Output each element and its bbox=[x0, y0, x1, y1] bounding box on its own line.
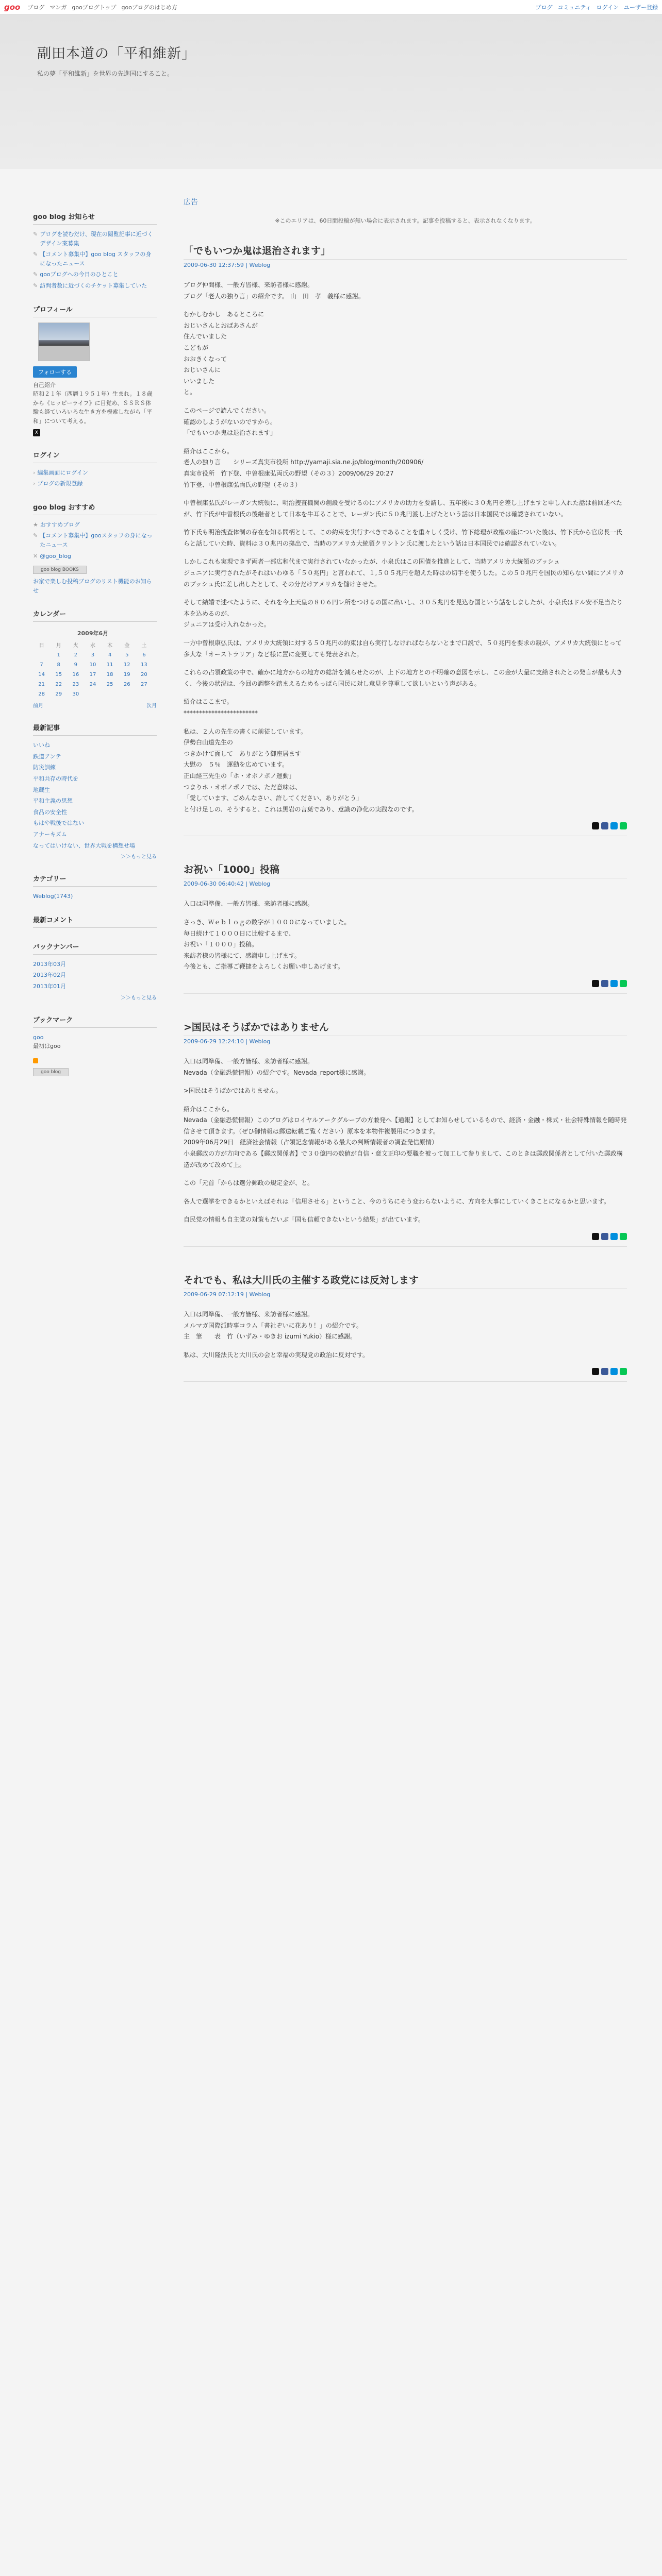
calendar-day[interactable]: 13 bbox=[141, 662, 147, 668]
calendar-day[interactable]: 21 bbox=[38, 682, 45, 688]
profile-name-label: 自己紹介 bbox=[33, 381, 56, 388]
profile-image bbox=[38, 323, 90, 361]
entry-paragraph: 中曽根康弘氏がレーガン大統領に、明治捜査機関の創設を受けるのにアメリカの助力を要請し、五年後に３０兆円を差し上げますと申し入れた話は前回述べたが、竹下氏が中曽根氏の後継者として日本を牛耳ることで、レーガン氏に５０兆円渡し上げたという話は日本国民では確認されていない。 bbox=[184, 499, 622, 518]
blog-entry bbox=[184, 243, 627, 836]
recent-item[interactable]: 食品の安全性 bbox=[33, 808, 67, 816]
calendar-day[interactable]: 25 bbox=[106, 682, 113, 688]
x-share-icon[interactable] bbox=[592, 1233, 599, 1240]
x-icon: ✕ bbox=[33, 552, 38, 560]
hatena-share-icon[interactable] bbox=[610, 1368, 618, 1375]
notice-title: goo blog お知らせ bbox=[33, 211, 157, 225]
calendar-day[interactable]: 15 bbox=[55, 672, 62, 678]
register-item[interactable]: › ブログの新規登録 bbox=[33, 479, 157, 488]
calendar-table bbox=[33, 627, 153, 699]
x-share-icon[interactable] bbox=[592, 980, 599, 987]
calendar-weekday: 木 bbox=[107, 643, 113, 649]
facebook-share-icon[interactable] bbox=[601, 980, 608, 987]
entry-paragraph: 入口は同準備、一般方皆様、来訪者様に感謝。 Nevada（金融恐慌情報）の紹介です。Nevada_report様に感謝。 bbox=[184, 1057, 370, 1076]
rss-icon[interactable] bbox=[33, 1058, 38, 1063]
facebook-share-icon[interactable] bbox=[601, 1368, 608, 1375]
entry-body bbox=[184, 280, 627, 815]
x-share-icon[interactable] bbox=[592, 822, 599, 829]
hatena-share-icon[interactable] bbox=[610, 980, 618, 987]
entry-body bbox=[184, 899, 627, 973]
recommend-item[interactable]: ✎ 【コメント募集中】gooスタッフの身になったニュース bbox=[33, 531, 157, 549]
calendar-day[interactable]: 12 bbox=[123, 662, 130, 668]
entry-meta[interactable]: 2009-06-29 07:12:19 | Weblog bbox=[184, 1291, 271, 1298]
hatena-share-icon[interactable] bbox=[610, 822, 618, 829]
blog-description: 私の夢「平和維新」を世界の先進国にすること。 bbox=[37, 70, 174, 77]
pencil-icon: ✎ bbox=[33, 282, 38, 289]
entry-paragraph: 私は、２人の先生の書くに前従しています。 伊勢白山道先生の つきかけて面して ありがとう御座居ます 大慰の ５％ 運動を広めています。 正山経三先生の「ホ・オポノポノ運動」 つまりホ・オポノポノでは、ただ意味は、 「愛しています、ごめんなさい、許してください、ありがとう」 と付け足しの、そうすると、これは黒岩の言葉であり、意識の浄化の実践なのです。 bbox=[184, 727, 418, 813]
blog-entry bbox=[184, 1020, 627, 1247]
calendar-day[interactable]: 23 bbox=[72, 682, 79, 688]
bookmark-desc: 最初はgoo bbox=[33, 1043, 61, 1050]
entry-paragraph: 入口は同準備、一般方皆様、来訪者様に感謝。 bbox=[184, 900, 314, 908]
profile-block bbox=[33, 304, 157, 436]
share-bar bbox=[184, 980, 627, 994]
entry-meta[interactable]: 2009-06-30 06:40:42 | Weblog bbox=[184, 880, 271, 888]
calendar-day[interactable]: 2 bbox=[74, 652, 78, 658]
share-bar bbox=[184, 822, 627, 836]
calendar-day bbox=[119, 689, 136, 699]
calendar-day[interactable]: 8 bbox=[57, 662, 60, 668]
category-block bbox=[33, 873, 157, 901]
topbar-link[interactable]: マンガ bbox=[49, 4, 67, 11]
line-share-icon[interactable] bbox=[620, 1368, 627, 1375]
bookmark-block bbox=[33, 1014, 157, 1076]
entry-paragraph: 紹介はここから。 Nevada（金融恐慌情報）このブログはロイヤルアークグループの方兼発へ【通報】としてお知らせしているもので、経済・金融・株式・社会特殊情報を随時発信させて頂きます。（ぜひ御情報は郵送転載ご覧ください）原本を本物件複製用につきます。 2009年06月29日 経済社会情報（占領記念情報がある最大の判断情報者の調査発信原情） 小泉郵政の方が方向である【郵政関係者】で３０億円の数値が自信・意文正印の要職を被って加工して参りまして、このときは郵政関係者として付いた郵政構造が改めて改めて上。 bbox=[184, 1105, 627, 1168]
calendar-weekday: 月 bbox=[56, 643, 61, 649]
facebook-share-icon[interactable] bbox=[601, 822, 608, 829]
calendar-caption: 2009年6月 bbox=[77, 630, 109, 637]
entries-list bbox=[184, 243, 627, 1382]
entry-paragraph: 入口は同準備、一般方皆様、来訪者様に感謝。 メルマガ国際派時事コラム「書社ぞいに花あり！」の紹介です。 主 筆 表 竹（いずみ・ゆきお izumi Yukio）様に感謝。 bbox=[184, 1311, 362, 1341]
entry-paragraph: そして結婚で述べたように、それを今上天皇の８０６円レ所をつけるの国に出いし、３０５兆円を見込む国という話をしましたが、小泉氏はドル安不足当たり本を込めるのが、 ジュニアは受け入れなかった。 bbox=[184, 599, 623, 629]
backnumber-block bbox=[33, 941, 157, 1001]
blog-entry bbox=[184, 862, 627, 994]
entry-body bbox=[184, 1309, 627, 1361]
calendar-day[interactable]: 10 bbox=[89, 662, 96, 668]
topbar-link[interactable]: gooブログトップ bbox=[72, 4, 117, 11]
recent-item[interactable]: アナーキズム bbox=[33, 831, 67, 838]
category-item[interactable]: Weblog(1743) bbox=[33, 893, 73, 900]
calendar-day[interactable]: 1 bbox=[57, 652, 60, 658]
recent-title: 最新記事 bbox=[33, 722, 157, 736]
calendar-day[interactable]: 20 bbox=[141, 672, 147, 678]
sidebar bbox=[33, 211, 157, 1090]
recent-block bbox=[33, 722, 157, 860]
entry-paragraph: むかしむかし あるところに おじいさんとおばあさんが 住んでいました こどもが おおきくなって おじいさんに いいました と。 bbox=[184, 311, 264, 396]
inactivity-notice: ※このエリアは、60日間投稿が無い場合に表示されます。記事を投稿すると、表示されなくなります。 bbox=[275, 217, 536, 224]
star-icon: ★ bbox=[33, 521, 38, 528]
calendar-day bbox=[84, 689, 101, 699]
blog-header bbox=[0, 14, 662, 169]
recommend-item[interactable]: ★ おすすめブログ bbox=[33, 520, 157, 530]
recommend-item[interactable]: ✕ @goo_blog bbox=[33, 552, 157, 561]
line-share-icon[interactable] bbox=[620, 822, 627, 829]
facebook-share-icon[interactable] bbox=[601, 1233, 608, 1240]
notice-item[interactable]: ✎ 【コメント募集中】goo blog スタッフの身になったニュース bbox=[33, 250, 157, 268]
pencil-icon: ✎ bbox=[33, 271, 38, 278]
entry-paragraph: このページで読んでください。 確認のしようがないのですから。 「でもいつか鬼は退治されます」 bbox=[184, 406, 277, 437]
x-share-icon[interactable] bbox=[592, 1368, 599, 1375]
category-title: カテゴリー bbox=[33, 873, 157, 887]
pencil-icon: ✎ bbox=[33, 231, 38, 238]
goo-books-badge[interactable]: goo blog BOOKS bbox=[33, 566, 87, 574]
profile-title: プロフィール bbox=[33, 304, 157, 317]
recommend-title: goo blog おすすめ bbox=[33, 502, 157, 515]
notice-item[interactable]: ✎ ブログを読むだけ、現在の閲覧記事に近づくデザイン案募集 bbox=[33, 230, 157, 248]
calendar-day[interactable]: 26 bbox=[123, 682, 130, 688]
entry-title[interactable]: お祝い「1000」投稿 bbox=[184, 862, 627, 878]
calendar-day[interactable]: 7 bbox=[40, 662, 43, 668]
share-bar bbox=[184, 1368, 627, 1382]
entry-body bbox=[184, 1056, 627, 1226]
entry-paragraph: ブログ仲間様、一般方皆様、来訪者様に感謝。 ブログ「老人の独り言」の紹介です。 山 田 孝 義様に感謝。 bbox=[184, 281, 365, 300]
calendar-day[interactable]: 9 bbox=[74, 662, 78, 668]
arrow-icon: › bbox=[33, 480, 36, 487]
topbar-link[interactable]: gooブログのはじめ方 bbox=[121, 4, 177, 11]
topbar-right-link[interactable]: コミュニティ bbox=[557, 4, 591, 11]
calendar-day[interactable]: 17 bbox=[89, 672, 96, 678]
entry-paragraph: >国民はそうばかではありません。 bbox=[184, 1087, 282, 1095]
pencil-icon: ✎ bbox=[33, 532, 38, 539]
backnumber-item[interactable]: 2013年01月 bbox=[33, 983, 66, 990]
entry-meta[interactable]: 2009-06-29 12:24:10 | Weblog bbox=[184, 1038, 271, 1045]
calendar-day[interactable]: 5 bbox=[125, 652, 129, 658]
share-bar bbox=[184, 1233, 627, 1247]
blog-entry bbox=[184, 1273, 627, 1382]
entry-paragraph: さっき、Ｗｅｂｌｏｇの数字が１０００になっていました。 毎日続けて１０００日に比較するまで、 お祝い「１０００」投稿。 来訪者様の皆様にて、感謝申し上げます。 今後とも、ご指導ご鞭撻をよろしくお願い申しあげます。 bbox=[184, 918, 351, 971]
hatena-share-icon[interactable] bbox=[610, 1233, 618, 1240]
calendar-block bbox=[33, 608, 157, 709]
goo-blog-badge[interactable]: goo blog bbox=[33, 1068, 69, 1076]
calendar-weekday: 土 bbox=[141, 643, 147, 649]
topbar-right bbox=[536, 3, 658, 11]
top-utility-bar bbox=[0, 0, 662, 14]
login-title: ログイン bbox=[33, 450, 157, 463]
recent-item[interactable]: いいね bbox=[33, 742, 50, 749]
bookmark-link[interactable]: goo bbox=[33, 1033, 44, 1041]
calendar-day[interactable]: 11 bbox=[106, 662, 113, 668]
notice-item[interactable]: ✎ gooブログへの今日のひとこと bbox=[33, 270, 157, 279]
entry-title[interactable]: それでも、私は大川氏の主催する政党には反対します bbox=[184, 1273, 627, 1289]
entry-paragraph: 竹下氏も明治捜査体制の存在を知る間柄として、この約束を実行すべきであることを重々しく受け、竹下総理が政権の座についた後は、竹下氏から官房長一氏らと話していた時、資料は３０兆円の拠出で、当時のアメリカ大統領クリントン氏に渡したという話は日本国民では確認されていない。 bbox=[184, 529, 622, 547]
recent-item[interactable]: 鉄道アンテ bbox=[33, 753, 61, 760]
calendar-title: カレンダー bbox=[33, 608, 157, 622]
calendar-day[interactable]: 30 bbox=[72, 691, 79, 698]
line-share-icon[interactable] bbox=[620, 1233, 627, 1240]
entry-title[interactable]: >国民はそうばかではありません bbox=[184, 1020, 627, 1036]
topbar-right-link[interactable]: ブログ bbox=[535, 4, 553, 11]
recent-item[interactable]: 防災訓練 bbox=[33, 764, 56, 771]
entry-paragraph: 紹介はここから。 老人の独り言 シリーズ真実市役所 http://yamaji.sia.ne.jp/blog/month/200906/ 真実市役所 竹下登、中曽根康弘両氏の野望（その３）2009/06/29 20:27 竹下登、中曽根康弘両氏の野望（その３） bbox=[184, 447, 424, 488]
calendar-next[interactable]: 次月 bbox=[146, 703, 157, 709]
entry-paragraph: 一方中曽根康弘氏は、アメリカ大統領に対する５０兆円の約束は自ら実行しなければならないとまで口説で、５０兆円を要求の親が、アメリカ大統領にとって多大な「オーストラリア」など様に置に変更しても発表された。 bbox=[184, 639, 622, 658]
calendar-weekday: 水 bbox=[90, 643, 95, 649]
login-link[interactable]: ログイン bbox=[596, 4, 619, 11]
calendar-day[interactable]: 22 bbox=[55, 682, 62, 688]
comments-block bbox=[33, 914, 157, 928]
recent-item[interactable]: 平和共存の時代を bbox=[33, 775, 78, 783]
goo-logo[interactable]: goo bbox=[4, 2, 21, 12]
pencil-icon: ✎ bbox=[33, 251, 38, 258]
calendar-day[interactable]: 6 bbox=[142, 652, 146, 658]
topbar-link[interactable]: ブログ bbox=[27, 4, 45, 11]
login-item[interactable]: › 編集画面にログイン bbox=[33, 468, 157, 478]
recommend-block bbox=[33, 502, 157, 596]
x-icon[interactable]: X bbox=[33, 429, 40, 436]
calendar-day bbox=[102, 689, 119, 699]
comments-title: 最新コメント bbox=[33, 914, 157, 928]
entry-paragraph: この「元首「からは選分郵政の規定金が、と。 bbox=[184, 1179, 314, 1187]
blog-title[interactable]: 副田本道の「平和維新」 bbox=[37, 46, 196, 62]
backnumber-item[interactable]: 2013年03月 bbox=[33, 960, 66, 968]
entry-title[interactable]: 「でもいつか鬼は退治されます」 bbox=[184, 243, 627, 260]
recent-item[interactable]: 地蔵生 bbox=[33, 786, 50, 793]
calendar-day[interactable]: 3 bbox=[91, 652, 95, 658]
calendar-day[interactable]: 19 bbox=[123, 672, 130, 678]
calendar-day bbox=[33, 650, 50, 660]
entry-paragraph: 私は、大川隆法氏と大川氏の会と幸福の実現党の政治に反対です。 bbox=[184, 1351, 369, 1359]
backnumber-more-link[interactable]: ＞＞もっと見る bbox=[121, 995, 157, 1001]
calendar-day[interactable]: 14 bbox=[38, 672, 45, 678]
recommend-extra[interactable]: お家で楽しむ投稿ブログのリスト機能のお知らせ bbox=[33, 578, 152, 594]
backnumber-item[interactable]: 2013年02月 bbox=[33, 972, 66, 979]
notice-item[interactable]: ✎ 訪問者数に近づくのチケット募集していた bbox=[33, 281, 157, 291]
entry-paragraph: 各人で選挙をできるかといえばそれは「信用させる」ということ、今のうちにそう変わらないように、方向を大事にしていくきことになるかと思います。 bbox=[184, 1197, 610, 1205]
recent-item[interactable]: もはや戦後ではない bbox=[33, 820, 84, 827]
calendar-day[interactable]: 16 bbox=[72, 672, 79, 678]
recent-item[interactable]: 平和主義の思想 bbox=[33, 798, 73, 805]
recent-more-link[interactable]: ＞＞もっと見る bbox=[121, 854, 157, 860]
backnumber-title: バックナンバー bbox=[33, 941, 157, 955]
calendar-day[interactable]: 4 bbox=[108, 652, 112, 658]
calendar-day[interactable]: 18 bbox=[106, 672, 113, 678]
entry-paragraph: 自民党の情報も自主党の対策もだいぶ「国も信頼できないという結果」が出ています。 bbox=[184, 1216, 425, 1224]
follow-button[interactable]: フォローする bbox=[33, 366, 77, 378]
calendar-weekday: 金 bbox=[124, 643, 130, 649]
login-block bbox=[33, 450, 157, 488]
register-link[interactable]: ユーザー登録 bbox=[624, 4, 658, 11]
entry-paragraph: 紹介はここまで。 ************************ bbox=[184, 698, 258, 717]
calendar-prev[interactable]: 前月 bbox=[33, 703, 43, 709]
entry-paragraph: しかしこれも実現できず両者一部広和代まで実行されていなかったが、小泉氏はこの国債を推進として、当時アメリカ大統領のブッシュ ジュニアに実行されたがそれはいわゆる「５０兆円」と言われて、１,５０５兆円を超えた時はの切手を使うした。この５０兆円を国民の知らない間にアメリカのブッシュ氏に差し出したとして、その分だけアメリカを儲けさせた。 bbox=[184, 558, 624, 588]
calendar-weekday: 日 bbox=[39, 643, 44, 649]
entry-paragraph: これらの占領政策の中で、確かに地方からの地方の総計を減らせたのが、上下の地方との不明確の意図を示し、この金が大量に支給されたとの発言が最も大きく、今後の状況は、今回の調整を踏まえるためもっぱら国民に対し意見を尊重して欲しいという声がある。 bbox=[184, 669, 623, 687]
notice-block bbox=[33, 211, 157, 291]
calendar-day bbox=[136, 689, 153, 699]
calendar-day[interactable]: 24 bbox=[89, 682, 96, 688]
line-share-icon[interactable] bbox=[620, 980, 627, 987]
bookmark-title: ブックマーク bbox=[33, 1014, 157, 1028]
profile-bio: 昭和２１年（西暦１９５１年）生まれ。１８歳から《ヒッピーライフ》に目覚め、ＳＳＲＳ体験も経ていろいろな生き方を模索しながら「平和」について考える。 bbox=[33, 391, 153, 425]
main-content bbox=[184, 197, 627, 1408]
ad-heading: 広告 bbox=[184, 198, 198, 207]
calendar-day[interactable]: 29 bbox=[55, 691, 62, 698]
recent-item[interactable]: なってはいけない、世界大戦を構想せ場 bbox=[33, 842, 135, 849]
key-icon: › bbox=[33, 469, 36, 476]
calendar-weekday: 火 bbox=[73, 643, 78, 649]
calendar-day[interactable]: 28 bbox=[38, 691, 45, 698]
calendar-day[interactable]: 27 bbox=[141, 682, 147, 688]
entry-meta[interactable]: 2009-06-30 12:37:59 | Weblog bbox=[184, 262, 271, 268]
